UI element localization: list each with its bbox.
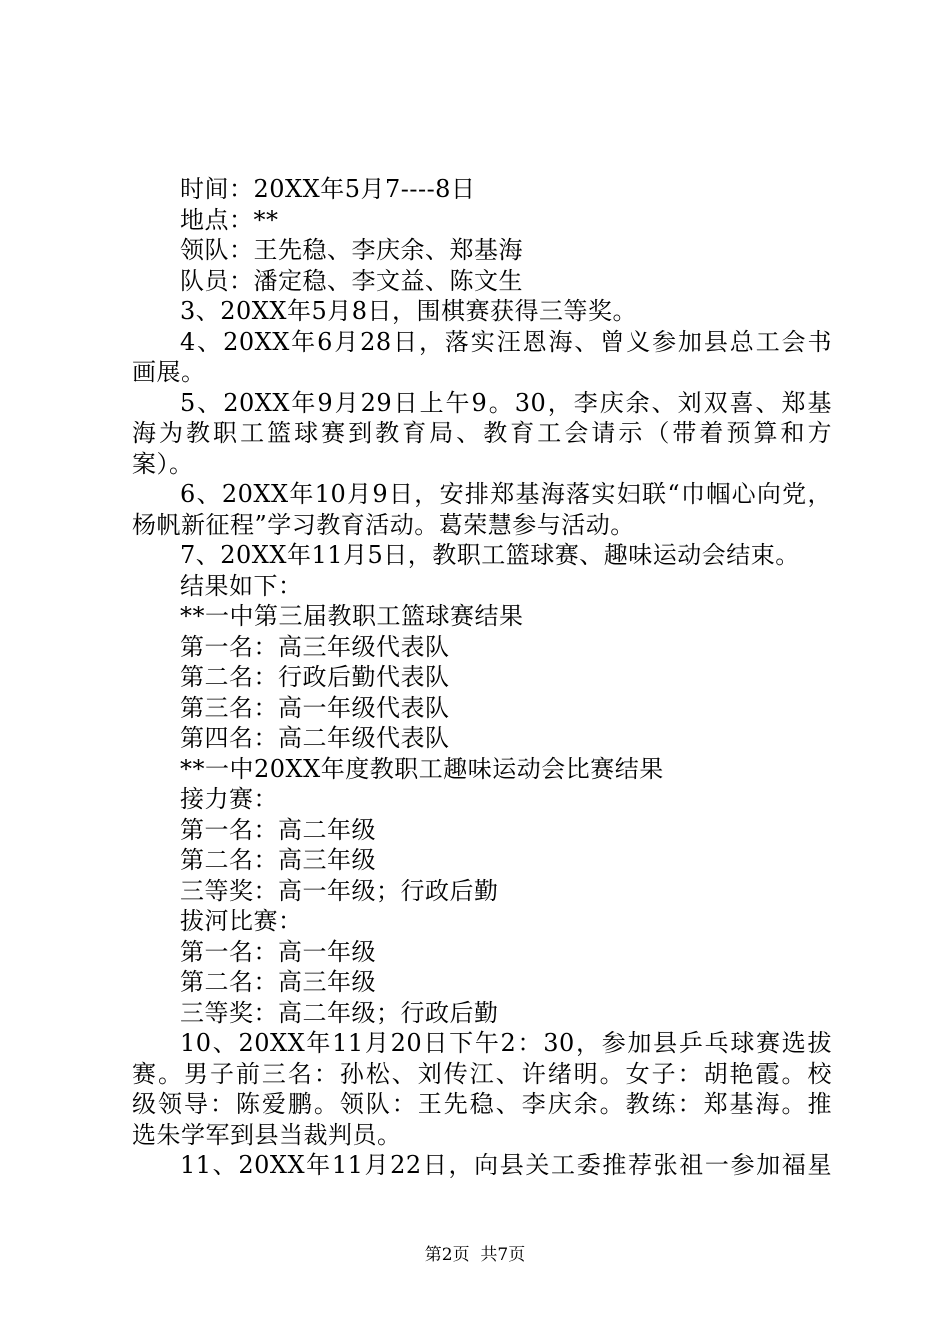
document-line: 海为教职工篮球赛到教育局、教育工会请示（带着预算和方: [132, 419, 832, 447]
document-line: 第四名：高二年级代表队: [180, 724, 450, 752]
page-footer: 第2页 共7页: [424, 1245, 526, 1265]
document-line: 画展。: [132, 358, 206, 386]
document-line: 4、20XX年6月28日，落实汪恩海、曾义参加县总工会书: [180, 327, 832, 356]
document-line: 案）。: [132, 449, 194, 478]
document-line: 赛。男子前三名：孙松、刘传江、许绪明。女子：胡艳霞。校: [132, 1059, 832, 1088]
document-line: 11、20XX年11月22日，向县关工委推荐张祖一参加福星: [180, 1151, 832, 1179]
document-line: 领队：王先稳、李庆余、郑基海: [180, 236, 523, 264]
document-line: 第一名：高二年级: [180, 815, 376, 844]
document-body: [132, 174, 832, 1181]
document-line: **一中第三届教职工篮球赛结果: [180, 602, 524, 630]
document-line: 第三名：高一年级代表队: [180, 693, 450, 722]
document-line: 第二名：行政后勤代表队: [180, 663, 450, 691]
document-line: 时间：20XX年5月7----8日: [180, 175, 476, 203]
document-line: 5、20XX年9月29日上午9。30，李庆余、刘双喜、郑基: [180, 388, 832, 417]
document-line: 第一名：高一年级: [180, 937, 376, 966]
document-line: 第二名：高三年级: [180, 968, 376, 996]
document-line: 级领导：陈爱鹏。领队：王先稳、李庆余。教练：郑基海。推: [132, 1090, 832, 1118]
document-line: 地点：**: [180, 205, 279, 234]
document-line: 第二名：高三年级: [180, 846, 376, 874]
document-line: 杨帆新征程”学习教育活动。葛荣慧参与活动。: [132, 510, 635, 539]
document-line: 三等奖：高二年级；行政后勤: [180, 998, 499, 1027]
document-line: 结果如下：: [180, 571, 303, 600]
document-line: 三等奖：高一年级；行政后勤: [180, 876, 499, 905]
document-line: 拔河比赛：: [180, 907, 303, 935]
document-line: 队员：潘定稳、李文益、陈文生: [180, 266, 523, 295]
document-line: 第一名：高三年级代表队: [180, 632, 450, 661]
document-line: 7、20XX年11月5日，教职工篮球赛、趣味运动会结束。: [180, 541, 800, 569]
document-line: 选朱学军到县当裁判员。: [132, 1120, 402, 1149]
document-line: 6、20XX年10月9日，安排郑基海落实妇联“巾帼心向党，: [180, 480, 832, 508]
document-line: **一中20XX年度教职工趣味运动会比赛结果: [180, 754, 664, 783]
document-line: 接力赛：: [180, 785, 278, 813]
document-line: 3、20XX年5月8日，围棋赛获得三等奖。: [180, 297, 638, 325]
document-line: 10、20XX年11月20日下午2：30，参加县乒乓球赛选拔: [180, 1029, 832, 1057]
